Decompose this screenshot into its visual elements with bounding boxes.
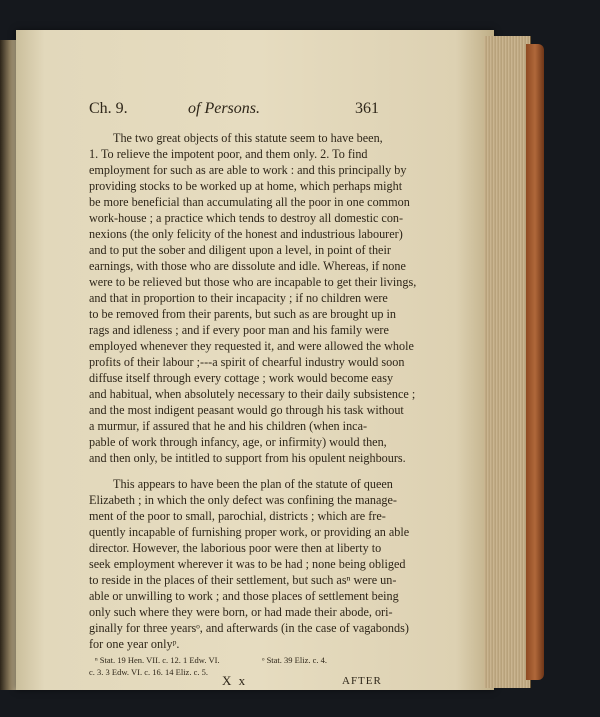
paragraph-2-line: ginally for three yearsᵒ, and afterwards (in the case of vagabonds) bbox=[89, 621, 409, 635]
paragraph-2-line: This appears to have been the plan of the statute of queen bbox=[113, 477, 393, 491]
paragraph-2-line: Elizabeth ; in which the only defect was confining the manage- bbox=[89, 493, 397, 507]
book-cover-edge bbox=[526, 44, 544, 680]
left-page-edge bbox=[0, 40, 16, 690]
paragraph-2-line: for one year onlyᵖ. bbox=[89, 637, 180, 651]
paragraph-2-line: only such where they were born, or had made their abode, ori- bbox=[89, 605, 393, 619]
paragraph-1-line: and that in proportion to their incapacity ; if no children were bbox=[89, 291, 388, 305]
paragraph-1-line: and to put the sober and diligent upon a level, in point of their bbox=[89, 243, 391, 257]
chapter-heading: Ch. 9. bbox=[89, 100, 128, 117]
paragraph-2-line: director. However, the laborious poor were then at liberty to bbox=[89, 541, 382, 555]
paragraph-1-line: and the most indigent peasant would go through his task without bbox=[89, 403, 404, 417]
paragraph-2-line: seek employment wherever it was to be had ; none being obliged bbox=[89, 557, 406, 571]
paragraph-2-line: to reside in the places of their settlement, but such asⁿ were un- bbox=[89, 573, 397, 587]
paragraph-1-line: be more beneficial than accumulating all the poor in one common bbox=[89, 195, 410, 209]
paragraph-2-line: able or unwilling to work ; and those places of settlement being bbox=[89, 589, 399, 603]
page-number: 361 bbox=[355, 100, 379, 117]
paragraph-1-line: profits of their labour ;---a spirit of chearful industry would soon bbox=[89, 355, 405, 369]
footnote-n-line-1: ⁿ Stat. 19 Hen. VII. c. 12. 1 Edw. VI. bbox=[95, 655, 220, 665]
paragraph-1-line: were to be relieved but those who are incapable to get their livings, bbox=[89, 275, 417, 289]
paragraph-1-line: diffuse itself through every cottage ; work would become easy bbox=[89, 371, 394, 385]
paragraph-1-line: 1. To relieve the impotent poor, and them only. 2. To find bbox=[89, 147, 368, 161]
paragraph-2-line: quently incapable of furnishing proper work, or providing an able bbox=[89, 525, 410, 539]
paragraph-1-line: employed whenever they requested it, and were allowed the whole bbox=[89, 339, 414, 353]
paragraph-1-line: providing stocks to be worked up at home, which perhaps might bbox=[89, 179, 403, 193]
paragraph-1-line: work-house ; a practice which tends to destroy all domestic con- bbox=[89, 211, 404, 225]
paragraph-1-line: and then only, be intitled to support from his opulent neighbours. bbox=[89, 451, 406, 465]
paragraph-1-line: The two great objects of this statute seem to have been, bbox=[113, 131, 383, 145]
paragraph-1-line: pable of work through infancy, age, or infirmity) would then, bbox=[89, 435, 387, 449]
paragraph-1-line: and habitual, when absolutely necessary to their daily subsistence ; bbox=[89, 387, 416, 401]
paragraph-1-line: nexions (the only felicity of the honest and industrious labourer) bbox=[89, 227, 403, 241]
footnote-o: ᵒ Stat. 39 Eliz. c. 4. bbox=[262, 655, 328, 665]
signature-mark: X x bbox=[222, 673, 248, 688]
footnote-n-line-2: c. 3. 3 Edw. VI. c. 16. 14 Eliz. c. 5. bbox=[89, 667, 208, 677]
paragraph-1-line: rags and idleness ; and if every poor man and his family were bbox=[89, 323, 389, 337]
paragraph-1-line: earnings, with those who are dissolute and idle. Whereas, if none bbox=[89, 259, 406, 273]
catchword: AFTER bbox=[342, 675, 382, 687]
paragraph-1-line: a murmur, if assured that he and his children (when inca- bbox=[89, 419, 368, 433]
paragraph-1-line: employment for such as are able to work : and this principally by bbox=[89, 163, 407, 177]
running-title: of Persons. bbox=[188, 100, 260, 117]
page-fore-edge bbox=[484, 36, 531, 688]
paragraph-1-line: to be removed from their parents, but such as are brought up in bbox=[89, 307, 396, 321]
paragraph-2-line: ment of the poor to small, parochial, districts ; which are fre- bbox=[89, 509, 386, 523]
